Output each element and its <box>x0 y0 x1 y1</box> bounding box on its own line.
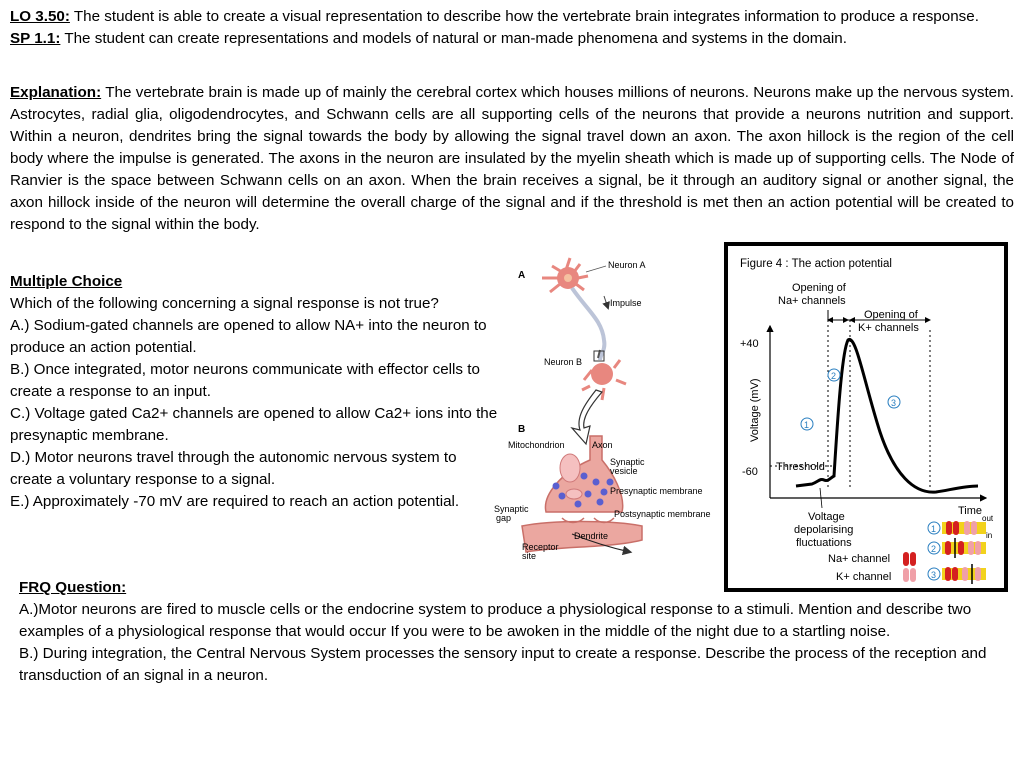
neuron-b-cell <box>582 351 626 400</box>
channel-step-1 <box>928 521 986 535</box>
receptor-label: Receptor <box>522 542 559 552</box>
in-label: in <box>986 531 993 540</box>
dendrite-label: Dendrite <box>574 531 609 541</box>
k-open-label: Opening of <box>864 309 918 321</box>
learning-objectives <box>10 6 1014 50</box>
step-2-text: 2 <box>831 371 837 381</box>
y-bottom-tick: -60 <box>742 466 758 478</box>
mitochondrion-label: Mitochondrion <box>508 440 565 450</box>
impulse-label: Impulse <box>610 298 642 308</box>
threshold-label: Threshold <box>776 461 825 473</box>
neuron-synapse-figure <box>492 250 728 580</box>
sp-label: SP 1.1: <box>10 30 61 47</box>
na-open-label: Opening of <box>792 282 846 294</box>
mc-option-b: B.) Once integrated, motor neurons communicate with effector cells to create a response to an input. <box>10 361 480 400</box>
na-open-label-2: Na+ channels <box>778 295 846 307</box>
step-marker-1 <box>801 418 813 430</box>
legend-step-1: 1 <box>931 524 937 534</box>
neuron-a-label: Neuron A <box>608 260 646 270</box>
mc-question: Which of the following concerning a signal response is not true? <box>10 295 439 312</box>
step-3-text: 3 <box>891 398 897 408</box>
na-channel-label: Na+ channel <box>828 553 891 565</box>
neuron-a-cell <box>542 258 588 292</box>
receptor-label-2: site <box>522 551 537 561</box>
frq-section <box>19 577 1009 687</box>
part-b-label: B <box>518 424 526 435</box>
neuron-b-label: Neuron B <box>544 357 583 367</box>
time-label: Time <box>958 505 983 517</box>
mc-option-e: E.) Approximately -70 mV are required to reach an action potential. <box>10 493 460 510</box>
frq-heading: FRQ Question: <box>19 579 127 596</box>
fluct-label-2: depolarising <box>794 524 854 536</box>
sp-text: The student can create representations and models of natural or man-made phenomena and systems in the domain. <box>60 30 847 47</box>
multiple-choice <box>10 271 502 513</box>
synaptic-gap-label-2: gap <box>496 513 512 523</box>
explanation-label: Explanation: <box>10 84 102 101</box>
frq-part-b: B.) During integration, the Central Nervous System processes the sensory input to create a response. Describe the process of the reception and transduction of an signal in a neuron. <box>19 645 987 684</box>
mc-option-d: D.) Motor neurons travel through the autonomic nervous system to create a voluntary response to a signal. <box>10 449 457 488</box>
legend-step-2: 2 <box>931 544 937 554</box>
ap-figure-title: Figure 4 : The action potential <box>740 258 892 270</box>
legend-step-3: 3 <box>931 570 937 580</box>
postsynaptic-label: Postsynaptic membrane <box>614 509 711 519</box>
part-a-label: A <box>518 270 526 281</box>
synaptic-gap-label: Synaptic <box>494 504 529 514</box>
lo-line <box>10 6 1014 28</box>
mc-heading: Multiple Choice <box>10 273 123 290</box>
presynaptic-label: Presynaptic membrane <box>610 486 703 496</box>
step-marker-2 <box>828 369 840 381</box>
synaptic-vesicle-label: Synaptic <box>610 457 645 467</box>
y-axis-label: Voltage (mV) <box>749 378 761 442</box>
y-top-tick: +40 <box>740 338 759 350</box>
fluct-label-3: fluctuations <box>796 537 852 549</box>
explanation-text: The vertebrate brain is made up of mainly the cerebral cortex which houses millions of neurons. Neurons make up the nervous system. Astrocytes, radial glia, oligodendrocytes, and Schwann cells are all supporting cells of the neurons that provide a neurons nutrition and support. Within a neuron, dendrites bring the signal towards the body by allowing the signal travel down an axon. The axon hillock is the region of the cell body where the impulse is generated. The axons in the neuron are insulated by the myelin sheath which is made up of supporting cells. The Node of Ranvier is the space between Schwann cells on an axon. When the brain receives a signal, be it through an auditory signal or another signal, the axon hillock inside of the neuron will determine the overall charge of the signal and if the threshold is met then an action potential will be created to respond to the signal within the body. <box>10 84 1014 233</box>
mc-option-a: A.) Sodium-gated channels are opened to allow NA+ into the neuron to produce an action potential. <box>10 317 487 356</box>
lo-text: The student is able to create a visual representation to describe how the vertebrate brain integrates information to produce a response. <box>69 8 979 25</box>
action-potential-figure <box>724 242 1008 592</box>
axon-a <box>572 288 604 360</box>
k-open-label-2: K+ channels <box>858 322 919 334</box>
step-1-text: 1 <box>804 420 810 430</box>
lo-label: LO 3.50: <box>10 8 70 25</box>
sp-line <box>10 28 1014 50</box>
axon-label: Axon <box>592 440 613 450</box>
out-label: out <box>982 514 994 523</box>
mc-option-c: C.) Voltage gated Ca2+ channels are opened to allow Ca2+ ions into the presynaptic membrane. <box>10 405 498 444</box>
fluct-label-1: Voltage <box>808 511 845 523</box>
explanation <box>10 82 1014 236</box>
synaptic-vesicle-label-2: vesicle <box>610 466 638 476</box>
frq-part-a: A.)Motor neurons are fired to muscle cells or the endocrine system to produce a physiological response to a stimuli. Mention and describe two examples of a physiological response that would occur If you were to be awoken in the middle of the night due to a startling noise. <box>19 601 972 640</box>
k-channel-label: K+ channel <box>836 571 892 583</box>
step-marker-3 <box>888 396 900 408</box>
